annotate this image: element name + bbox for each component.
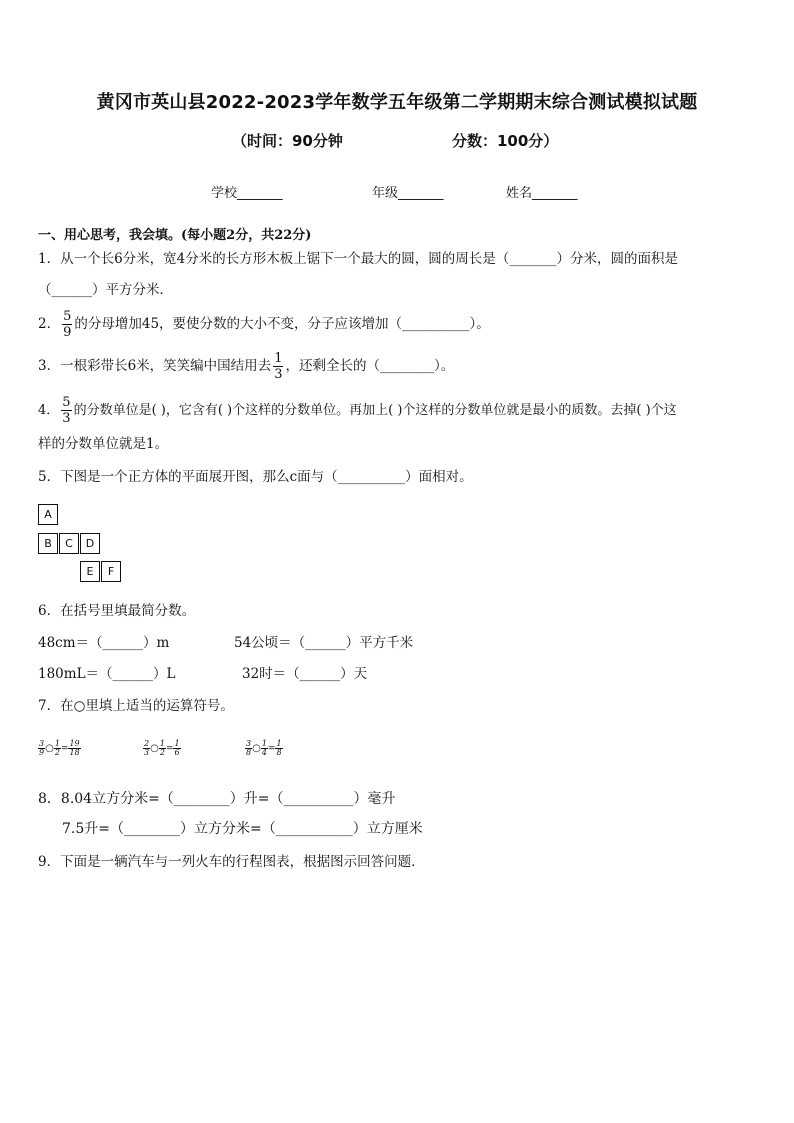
fraction-numerator: 2 [144, 739, 150, 748]
question-3-text-a: 3．一根彩带长6米，笑笑编中国结用去 [38, 358, 272, 374]
question-6-item-a: 48cm＝（______）m [38, 635, 170, 651]
fraction-5-3 [61, 396, 71, 425]
question-3-text-b: ，还剩全长的（________）。 [285, 358, 455, 374]
question-2 [38, 310, 490, 339]
fraction [159, 740, 166, 757]
question-4-text: 的分数单位是( )，它含有( )个这样的分数单位。再加上( )个这样的分数单位就是最小的质数。去掉( )个这 [73, 403, 677, 418]
question-9: 9．下面是一辆汽车与一列火车的行程图表，根据图示回答问题． [38, 854, 425, 870]
fraction-denominator: 9 [39, 748, 45, 757]
equals-sign: = [60, 743, 69, 754]
question-7: 7．在○里填上适当的运算符号。 [38, 698, 234, 714]
operator-circle[interactable]: ○ [45, 743, 54, 754]
net-cell-c: C [59, 533, 79, 554]
fraction [143, 740, 150, 757]
fraction [261, 740, 268, 757]
question-3 [38, 352, 454, 381]
question-5: 5．下图是一个正方体的平面展开图，那么c面与（__________）面相对。 [38, 469, 473, 485]
name-field: 姓名_______ [506, 186, 578, 201]
fraction-1-3 [273, 352, 283, 381]
fraction-denominator: 8 [276, 748, 282, 757]
fraction-denominator: 9 [63, 325, 72, 340]
question-6-item-b: 54公顷＝（______）平方千米 [234, 635, 414, 651]
net-cell-d: D [80, 533, 100, 554]
fraction-numerator: 19 [69, 739, 80, 748]
fraction-numerator: 1 [261, 739, 267, 748]
fraction-denominator: 2 [159, 748, 165, 757]
school-field: 学校_______ [211, 186, 283, 201]
fraction-5-9 [62, 310, 72, 339]
question-7-expression-1 [38, 738, 81, 757]
question-4-line-2: 样的分数单位就是1。 [38, 436, 169, 452]
fraction-numerator: 5 [63, 309, 72, 324]
question-1-line-2: （______）平方分米． [38, 282, 173, 298]
fraction-numerator: 1 [174, 739, 180, 748]
equals-sign: = [267, 743, 276, 754]
exam-score: 分数：100分） [452, 132, 559, 150]
fraction-numerator: 1 [159, 739, 165, 748]
fraction [173, 740, 180, 757]
question-8-line-1: 8．8.04立方分米=（________）升=（__________）毫升 [38, 791, 396, 807]
question-6-item-c: 180mL＝（______）L [38, 666, 176, 682]
fraction [245, 740, 252, 757]
fraction-numerator: 5 [62, 395, 71, 410]
net-cell-b: B [38, 533, 58, 554]
question-8-line-2: 7.5升=（________）立方分米=（___________）立方厘米 [62, 821, 423, 837]
page-title: 黄冈市英山县2022-2023学年数学五年级第二学期期末综合测试模拟试题 [96, 92, 698, 113]
question-7-expression-3 [245, 738, 283, 757]
net-cell-e: E [80, 561, 100, 582]
operator-circle[interactable]: ○ [252, 743, 261, 754]
equals-sign: = [165, 743, 174, 754]
fraction [38, 740, 45, 757]
question-2-number: 2． [38, 316, 61, 332]
fraction-denominator: 6 [174, 748, 180, 757]
question-2-text: 的分母增加45，要使分数的大小不变，分子应该增加（__________）。 [74, 316, 490, 332]
operator-circle[interactable]: ○ [150, 743, 159, 754]
question-4-line-1 [38, 396, 677, 425]
fraction-denominator: 2 [54, 748, 60, 757]
fraction [54, 740, 61, 757]
fraction [275, 740, 282, 757]
fraction-denominator: 18 [69, 748, 80, 757]
question-7-expression-2 [143, 738, 181, 757]
fraction-denominator: 3 [144, 748, 150, 757]
fraction-denominator: 8 [246, 748, 252, 757]
fraction [68, 740, 80, 757]
fraction-numerator: 3 [39, 739, 45, 748]
net-cell-a: A [38, 504, 58, 525]
question-4-number: 4． [38, 403, 60, 418]
fraction-numerator: 3 [246, 739, 252, 748]
fraction-numerator: 1 [276, 739, 282, 748]
grade-field: 年级_______ [372, 186, 444, 201]
exam-time: （时间：90分钟 [232, 132, 343, 150]
fraction-numerator: 1 [274, 351, 283, 366]
section-heading: 一、用心思考，我会填。(每小题2分，共22分) [38, 228, 312, 243]
net-cell-f: F [101, 561, 121, 582]
question-6-item-d: 32时＝（______）天 [242, 666, 368, 682]
question-1-line-1: 1．从一个长6分米，宽4分米的长方形木板上锯下一个最大的圆，圆的周长是（_______）分米，圆的面积是 [38, 251, 679, 267]
question-6: 6．在括号里填最简分数。 [38, 603, 196, 619]
fraction-denominator: 4 [261, 748, 267, 757]
fraction-numerator: 1 [54, 739, 60, 748]
fraction-denominator: 3 [274, 367, 283, 382]
fraction-denominator: 3 [62, 411, 71, 426]
